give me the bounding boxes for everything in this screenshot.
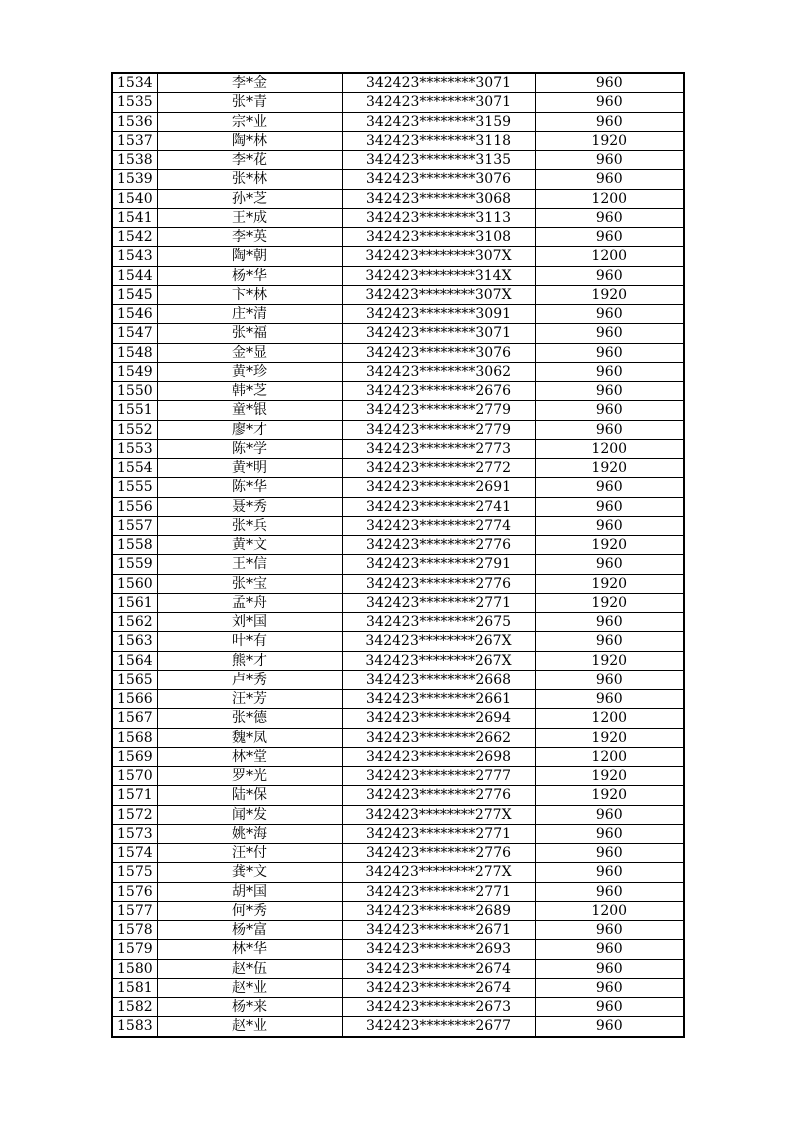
id-number-cell: 342423********2771 [342, 593, 535, 612]
name-cell: 陶*林 [157, 131, 342, 150]
id-number-cell: 342423********2698 [342, 747, 535, 766]
name-cell: 陆*保 [157, 786, 342, 805]
row-number-cell: 1574 [112, 844, 157, 863]
row-number-cell: 1554 [112, 459, 157, 478]
id-number-cell: 342423********2668 [342, 670, 535, 689]
name-cell: 童*银 [157, 401, 342, 420]
row-number-cell: 1540 [112, 189, 157, 208]
id-number-cell: 342423********3091 [342, 305, 535, 324]
amount-cell: 1200 [535, 439, 684, 458]
row-number-cell: 1580 [112, 959, 157, 978]
id-number-cell: 342423********2694 [342, 709, 535, 728]
name-cell: 王*信 [157, 555, 342, 574]
row-number-cell: 1562 [112, 613, 157, 632]
amount-cell: 960 [535, 863, 684, 882]
id-number-cell: 342423********3076 [342, 343, 535, 362]
row-number-cell: 1549 [112, 362, 157, 381]
id-number-cell: 342423********267X [342, 651, 535, 670]
id-number-cell: 342423********2773 [342, 439, 535, 458]
amount-cell: 960 [535, 343, 684, 362]
row-number-cell: 1538 [112, 151, 157, 170]
id-number-cell: 342423********3113 [342, 208, 535, 227]
amount-cell: 960 [535, 497, 684, 516]
amount-cell: 960 [535, 401, 684, 420]
amount-cell: 960 [535, 478, 684, 497]
id-number-cell: 342423********2674 [342, 959, 535, 978]
amount-cell: 1920 [535, 767, 684, 786]
table-row [112, 998, 684, 1017]
row-number-cell: 1582 [112, 998, 157, 1017]
id-number-cell: 342423********2662 [342, 728, 535, 747]
id-number-cell: 342423********2779 [342, 420, 535, 439]
id-number-cell: 342423********2776 [342, 574, 535, 593]
row-number-cell: 1564 [112, 651, 157, 670]
row-number-cell: 1555 [112, 478, 157, 497]
table-row [112, 709, 684, 728]
name-cell: 黄*明 [157, 459, 342, 478]
table-row [112, 824, 684, 843]
id-number-cell: 342423********3062 [342, 362, 535, 381]
id-number-cell: 342423********2661 [342, 690, 535, 709]
name-cell: 张*福 [157, 324, 342, 343]
table-row [112, 401, 684, 420]
row-number-cell: 1542 [112, 228, 157, 247]
table-row [112, 324, 684, 343]
name-cell: 韩*芝 [157, 382, 342, 401]
table-row [112, 805, 684, 824]
name-cell: 姚*海 [157, 824, 342, 843]
table-row [112, 1017, 684, 1037]
name-cell: 陈*华 [157, 478, 342, 497]
data-table [111, 72, 685, 1038]
id-number-cell: 342423********3071 [342, 93, 535, 112]
name-cell: 汪*付 [157, 844, 342, 863]
row-number-cell: 1550 [112, 382, 157, 401]
id-number-cell: 342423********2774 [342, 516, 535, 535]
table-row [112, 189, 684, 208]
row-number-cell: 1583 [112, 1017, 157, 1037]
name-cell: 王*成 [157, 208, 342, 227]
id-number-cell: 342423********2741 [342, 497, 535, 516]
name-cell: 陶*朝 [157, 247, 342, 266]
name-cell: 黄*文 [157, 536, 342, 555]
table-row [112, 978, 684, 997]
row-number-cell: 1545 [112, 285, 157, 304]
amount-cell: 1920 [535, 459, 684, 478]
name-cell: 卢*秀 [157, 670, 342, 689]
amount-cell: 960 [535, 690, 684, 709]
table-row [112, 959, 684, 978]
name-cell: 叶*有 [157, 632, 342, 651]
id-number-cell: 342423********2777 [342, 767, 535, 786]
table-row [112, 420, 684, 439]
name-cell: 张*青 [157, 93, 342, 112]
id-number-cell: 342423********2776 [342, 844, 535, 863]
amount-cell: 1920 [535, 131, 684, 150]
row-number-cell: 1544 [112, 266, 157, 285]
name-cell: 杨*来 [157, 998, 342, 1017]
id-number-cell: 342423********3068 [342, 189, 535, 208]
id-number-cell: 342423********3118 [342, 131, 535, 150]
id-number-cell: 342423********3108 [342, 228, 535, 247]
row-number-cell: 1568 [112, 728, 157, 747]
table-row [112, 574, 684, 593]
table-row [112, 151, 684, 170]
table-row [112, 382, 684, 401]
name-cell: 赵*业 [157, 1017, 342, 1037]
amount-cell: 960 [535, 613, 684, 632]
name-cell: 陈*学 [157, 439, 342, 458]
table-row [112, 208, 684, 227]
row-number-cell: 1571 [112, 786, 157, 805]
amount-cell: 960 [535, 73, 684, 93]
name-cell: 熊*才 [157, 651, 342, 670]
table-row [112, 690, 684, 709]
id-number-cell: 342423********3071 [342, 324, 535, 343]
table-row [112, 882, 684, 901]
amount-cell: 1920 [535, 651, 684, 670]
row-number-cell: 1537 [112, 131, 157, 150]
row-number-cell: 1565 [112, 670, 157, 689]
row-number-cell: 1559 [112, 555, 157, 574]
name-cell: 罗*光 [157, 767, 342, 786]
amount-cell: 960 [535, 151, 684, 170]
row-number-cell: 1556 [112, 497, 157, 516]
table-row [112, 478, 684, 497]
id-number-cell: 342423********267X [342, 632, 535, 651]
row-number-cell: 1558 [112, 536, 157, 555]
amount-cell: 960 [535, 882, 684, 901]
name-cell: 廖*才 [157, 420, 342, 439]
table-row [112, 266, 684, 285]
amount-cell: 1200 [535, 901, 684, 920]
id-number-cell: 342423********277X [342, 805, 535, 824]
amount-cell: 960 [535, 112, 684, 131]
row-number-cell: 1579 [112, 940, 157, 959]
row-number-cell: 1575 [112, 863, 157, 882]
id-number-cell: 342423********2673 [342, 998, 535, 1017]
amount-cell: 960 [535, 208, 684, 227]
table-row [112, 459, 684, 478]
id-number-cell: 342423********2771 [342, 882, 535, 901]
name-cell: 孟*舟 [157, 593, 342, 612]
id-number-cell: 342423********2674 [342, 978, 535, 997]
row-number-cell: 1534 [112, 73, 157, 93]
name-cell: 胡*国 [157, 882, 342, 901]
id-number-cell: 342423********2776 [342, 536, 535, 555]
table-row [112, 901, 684, 920]
table-row [112, 170, 684, 189]
table-row [112, 670, 684, 689]
id-number-cell: 342423********314X [342, 266, 535, 285]
id-number-cell: 342423********3135 [342, 151, 535, 170]
name-cell: 张*宝 [157, 574, 342, 593]
name-cell: 杨*富 [157, 921, 342, 940]
table-row [112, 651, 684, 670]
amount-cell: 960 [535, 228, 684, 247]
row-number-cell: 1570 [112, 767, 157, 786]
row-number-cell: 1552 [112, 420, 157, 439]
id-number-cell: 342423********2675 [342, 613, 535, 632]
name-cell: 黄*珍 [157, 362, 342, 381]
name-cell: 何*秀 [157, 901, 342, 920]
row-number-cell: 1561 [112, 593, 157, 612]
table-row [112, 844, 684, 863]
table-row [112, 131, 684, 150]
name-cell: 杨*华 [157, 266, 342, 285]
row-number-cell: 1546 [112, 305, 157, 324]
name-cell: 张*兵 [157, 516, 342, 535]
id-number-cell: 342423********2676 [342, 382, 535, 401]
table-row [112, 343, 684, 362]
id-number-cell: 342423********2689 [342, 901, 535, 920]
amount-cell: 960 [535, 940, 684, 959]
id-number-cell: 342423********3076 [342, 170, 535, 189]
amount-cell: 960 [535, 632, 684, 651]
row-number-cell: 1563 [112, 632, 157, 651]
name-cell: 张*林 [157, 170, 342, 189]
row-number-cell: 1541 [112, 208, 157, 227]
amount-cell: 960 [535, 93, 684, 112]
amount-cell: 960 [535, 805, 684, 824]
id-number-cell: 342423********2693 [342, 940, 535, 959]
amount-cell: 1920 [535, 285, 684, 304]
row-number-cell: 1581 [112, 978, 157, 997]
name-cell: 林*堂 [157, 747, 342, 766]
name-cell: 李*英 [157, 228, 342, 247]
table-row [112, 921, 684, 940]
name-cell: 林*华 [157, 940, 342, 959]
table-row [112, 786, 684, 805]
table-row [112, 93, 684, 112]
name-cell: 龚*文 [157, 863, 342, 882]
row-number-cell: 1547 [112, 324, 157, 343]
table-row [112, 728, 684, 747]
name-cell: 庄*清 [157, 305, 342, 324]
row-number-cell: 1557 [112, 516, 157, 535]
amount-cell: 1920 [535, 574, 684, 593]
amount-cell: 960 [535, 305, 684, 324]
table-row [112, 940, 684, 959]
row-number-cell: 1573 [112, 824, 157, 843]
table-row [112, 362, 684, 381]
amount-cell: 960 [535, 362, 684, 381]
table-row [112, 305, 684, 324]
table-body [112, 73, 684, 1037]
id-number-cell: 342423********307X [342, 285, 535, 304]
amount-cell: 1920 [535, 786, 684, 805]
table-row [112, 863, 684, 882]
amount-cell: 1200 [535, 709, 684, 728]
amount-cell: 960 [535, 921, 684, 940]
name-cell: 闻*发 [157, 805, 342, 824]
row-number-cell: 1539 [112, 170, 157, 189]
id-number-cell: 342423********307X [342, 247, 535, 266]
row-number-cell: 1576 [112, 882, 157, 901]
row-number-cell: 1572 [112, 805, 157, 824]
id-number-cell: 342423********3071 [342, 73, 535, 93]
amount-cell: 960 [535, 978, 684, 997]
row-number-cell: 1560 [112, 574, 157, 593]
amount-cell: 960 [535, 555, 684, 574]
amount-cell: 960 [535, 998, 684, 1017]
amount-cell: 960 [535, 266, 684, 285]
row-number-cell: 1577 [112, 901, 157, 920]
table-row [112, 516, 684, 535]
row-number-cell: 1543 [112, 247, 157, 266]
amount-cell: 960 [535, 844, 684, 863]
name-cell: 卞*林 [157, 285, 342, 304]
table-row [112, 285, 684, 304]
name-cell: 李*花 [157, 151, 342, 170]
name-cell: 刘*国 [157, 613, 342, 632]
table-row [112, 767, 684, 786]
table-row [112, 555, 684, 574]
name-cell: 汪*芳 [157, 690, 342, 709]
name-cell: 金*显 [157, 343, 342, 362]
amount-cell: 1200 [535, 189, 684, 208]
name-cell: 魏*凤 [157, 728, 342, 747]
id-number-cell: 342423********2779 [342, 401, 535, 420]
amount-cell: 1920 [535, 728, 684, 747]
name-cell: 张*德 [157, 709, 342, 728]
table-row [112, 536, 684, 555]
table-row [112, 228, 684, 247]
name-cell: 赵*伍 [157, 959, 342, 978]
amount-cell: 1920 [535, 536, 684, 555]
table-row [112, 747, 684, 766]
amount-cell: 960 [535, 170, 684, 189]
row-number-cell: 1535 [112, 93, 157, 112]
amount-cell: 1200 [535, 247, 684, 266]
name-cell: 赵*业 [157, 978, 342, 997]
id-number-cell: 342423********2671 [342, 921, 535, 940]
row-number-cell: 1551 [112, 401, 157, 420]
row-number-cell: 1578 [112, 921, 157, 940]
amount-cell: 960 [535, 824, 684, 843]
id-number-cell: 342423********2677 [342, 1017, 535, 1037]
table-row [112, 593, 684, 612]
id-number-cell: 342423********2791 [342, 555, 535, 574]
amount-cell: 1920 [535, 593, 684, 612]
amount-cell: 960 [535, 382, 684, 401]
id-number-cell: 342423********2772 [342, 459, 535, 478]
amount-cell: 1200 [535, 747, 684, 766]
table-row [112, 613, 684, 632]
row-number-cell: 1536 [112, 112, 157, 131]
table-row [112, 497, 684, 516]
table-row [112, 247, 684, 266]
id-number-cell: 342423********3159 [342, 112, 535, 131]
id-number-cell: 342423********2691 [342, 478, 535, 497]
table-row [112, 73, 684, 93]
table-row [112, 112, 684, 131]
amount-cell: 960 [535, 324, 684, 343]
name-cell: 宗*业 [157, 112, 342, 131]
id-number-cell: 342423********277X [342, 863, 535, 882]
name-cell: 聂*秀 [157, 497, 342, 516]
table-row [112, 632, 684, 651]
amount-cell: 960 [535, 1017, 684, 1037]
id-number-cell: 342423********2776 [342, 786, 535, 805]
table-row [112, 439, 684, 458]
amount-cell: 960 [535, 670, 684, 689]
row-number-cell: 1553 [112, 439, 157, 458]
name-cell: 孙*芝 [157, 189, 342, 208]
id-number-cell: 342423********2771 [342, 824, 535, 843]
row-number-cell: 1569 [112, 747, 157, 766]
name-cell: 李*金 [157, 73, 342, 93]
row-number-cell: 1566 [112, 690, 157, 709]
row-number-cell: 1567 [112, 709, 157, 728]
amount-cell: 960 [535, 516, 684, 535]
amount-cell: 960 [535, 420, 684, 439]
amount-cell: 960 [535, 959, 684, 978]
row-number-cell: 1548 [112, 343, 157, 362]
